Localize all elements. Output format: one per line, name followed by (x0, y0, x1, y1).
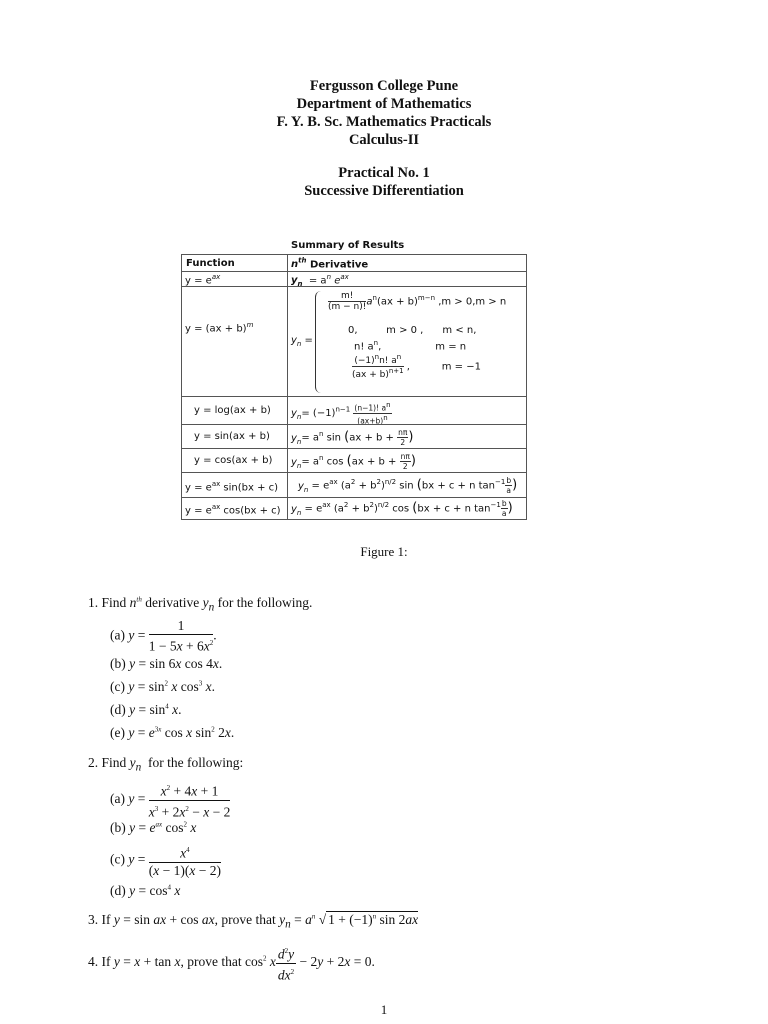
table-caption: Summary of Results (291, 240, 405, 251)
page-number: 1 (380, 1002, 388, 1017)
table-row: $y = e^{ax}$ cos(bx + c) $y_n = e^{ax}$ $(a^2 + b^2)^{n/2}$ cos (bx + c + n $\tan^{-1}$ $\frac{b}{a}$ ) (181, 497, 527, 520)
question-3: 3. If y = sin ax + cos ax, prove that $y_n = a^n$ √ $1 + (-1)^n$ sin 2ax (88, 912, 419, 931)
question-4: 4. If y = x + tan x, prove that $\cos^2 x$ $\frac{d^2y}{dx^2}$ − 2y + 2x = 0. (88, 943, 375, 983)
question-1c: (c) $y = \sin^2 x$ $\cos^3 x$. (110, 679, 215, 694)
table-row: $y = e^{ax}$ sin(bx + c) $y_n = e^{ax}$ $(a^2 + b^2)^{n/2}$ sin (bx + c + n $\tan^{-1}$ $\frac{b}{a}$ ) (181, 472, 527, 498)
practical-topic: Successive Differentiation (304, 183, 464, 199)
question-2d: (d) $y = \cos^4 x$ (110, 883, 181, 898)
question-2b: (b) $y = e^{ax}$ $\cos^2 x$ (110, 820, 197, 835)
question-1d: (d) $y = \sin^4 x$. (110, 702, 182, 717)
practical-number: Practical No. 1 (338, 165, 430, 181)
subject-name: Calculus-II (348, 132, 420, 148)
table-row: y = log(ax + b) $y_n= (-1)^{n-1}$ $\frac{(n-1)! a^n}{(ax+b)^n}$ (181, 396, 527, 425)
question-1e: (e) $y = e^{3x}$ cos x $\sin^2 2x$. (110, 725, 235, 740)
question-2a: (a) y = $\frac{x^2 + 4x + 1}{x^3 + 2x^2 - x - 2}$ (110, 780, 230, 820)
table-row: $y = e^{ax}$ $y_n = a^n$ $e^{ax}$ (181, 271, 527, 287)
question-1a: (a) y = $\frac{1}{1 - 5x + 6x^2}$ . (110, 618, 217, 654)
practical-header (0, 164, 768, 200)
figure-caption: Figure 1: (360, 544, 408, 559)
question-2: 2. Find $y_n$ for the following: (88, 755, 244, 774)
question-1b: (b) y = sin 6x cos 4x. (110, 656, 223, 671)
course-name: F. Y. B. Sc. Mathematics Practicals (276, 114, 492, 130)
college-name: Fergusson College Pune (309, 78, 459, 94)
document-header (0, 77, 768, 149)
table-header-row (181, 254, 527, 272)
table-row: y = cos(ax + b) $y_n= a^n$ cos (ax + b + $\frac{n\pi}{2}$ ) (181, 448, 527, 473)
department-name: Department of Mathematics (296, 96, 472, 112)
table-row: y = sin(ax + b) $y_n= a^n$ sin (ax + b + $\frac{n\pi}{2}$ ) (181, 424, 527, 449)
col-derivative-header: $n^{th}$ Derivative (291, 257, 369, 271)
question-2c: (c) y = $\frac{x^4}{(x - 1)(x - 2)}$ (110, 842, 221, 879)
question-1: 1. Find $n^{th}$ derivative $y_n$ for the following. (88, 595, 313, 614)
table-row: y = (ax + b)$^m$ $y_n$ = $\frac{m!}{(m - n)!}$ $a^n(ax + b)^{m-n}$ ,m > 0,m > n 0, m > 0 , m < n, n! $a^n$, m = n $\frac{(-1)^nn! a^n}{(ax + b)^{n+1}}$ , m = −1 (181, 286, 527, 397)
col-function-header: Function (186, 258, 235, 269)
summary-table (181, 240, 527, 518)
